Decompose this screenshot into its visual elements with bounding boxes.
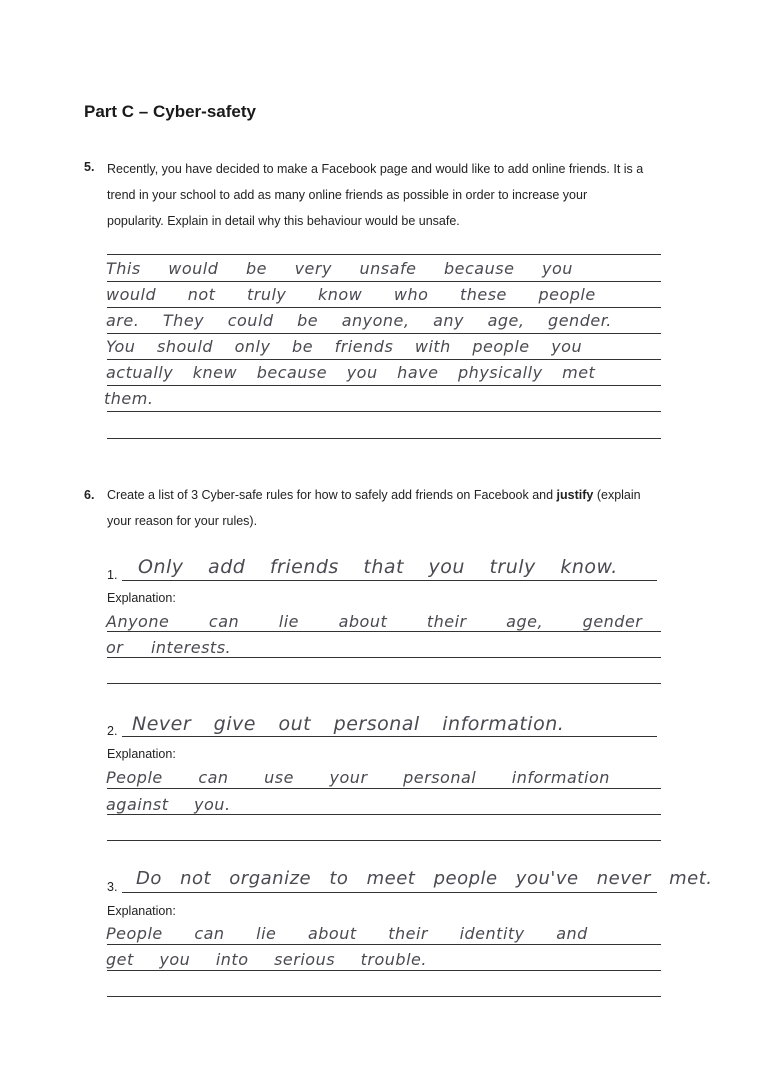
rule-1-explanation-label: Explanation: [107, 591, 176, 605]
rule-1-explanation-line-2: or interests. [106, 638, 232, 657]
answer-rule [107, 281, 661, 282]
answer-rule [107, 683, 661, 684]
q5-answer-line-1: This would be very unsafe because you [106, 259, 573, 278]
answer-rule [107, 788, 661, 789]
answer-rule [107, 411, 661, 412]
rule-3-explanation-label: Explanation: [107, 904, 176, 918]
question-6-text [107, 482, 667, 534]
question-5-line-3: popularity. Explain in detail why this behaviour would be unsafe. [107, 214, 460, 228]
rule-3-explanation-line-1: People can lie about their identity and [106, 924, 588, 943]
question-6-number: 6. [84, 488, 95, 502]
q5-answer-line-5: actually knew because you have physically met [106, 363, 596, 382]
answer-rule [107, 307, 661, 308]
answer-rule [107, 657, 661, 658]
rule-2-text: Never give out personal information. [132, 713, 565, 735]
rule-1-text: Only add friends that you truly know. [138, 556, 618, 578]
answer-rule [107, 438, 661, 439]
section-title: Part C – Cyber-safety [84, 102, 256, 121]
answer-rule [107, 944, 661, 945]
rule-2-explanation-line-1: People can use your personal information [106, 768, 610, 787]
answer-rule [107, 254, 661, 255]
answer-rule [107, 385, 661, 386]
rule-1-explanation-line-1: Anyone can lie about their age, gender [106, 612, 643, 631]
rule-2-explanation-line-2: against you. [106, 795, 231, 814]
answer-rule [107, 631, 661, 632]
answer-rule [122, 580, 657, 581]
answer-rule [122, 892, 657, 893]
question-6-line-1: Create a list of 3 Cyber-safe rules for how to safely add friends on Facebook and justify (explain [107, 488, 641, 502]
answer-rule [107, 814, 661, 815]
q5-answer-line-4: You should only be friends with people you [106, 337, 583, 356]
question-5-text [107, 156, 667, 234]
answer-rule [107, 359, 661, 360]
rule-1-number: 1. [107, 568, 118, 582]
rule-3-explanation-line-2: get you into serious trouble. [106, 950, 427, 969]
q5-answer-line-6: them. [104, 389, 154, 408]
q5-answer-line-2: would not truly know who these people [106, 285, 596, 304]
question-5-line-1: Recently, you have decided to make a Facebook page and would like to add online friends. It is a [107, 162, 644, 176]
question-6-line-2: your reason for your rules). [107, 514, 258, 528]
rule-3-text: Do not organize to meet people you've never met. [136, 868, 713, 889]
rule-3-number: 3. [107, 880, 118, 894]
rule-2-number: 2. [107, 724, 118, 738]
answer-rule [107, 840, 661, 841]
answer-rule [107, 970, 661, 971]
q5-answer-line-3: are. They could be anyone, any age, gender. [106, 311, 612, 330]
answer-rule [107, 333, 661, 334]
question-5-line-2: trend in your school to add as many online friends as possible in order to increase your [107, 188, 588, 202]
rule-2-explanation-label: Explanation: [107, 747, 176, 761]
answer-rule [122, 736, 657, 737]
answer-rule [107, 996, 661, 997]
question-5-number: 5. [84, 160, 95, 174]
